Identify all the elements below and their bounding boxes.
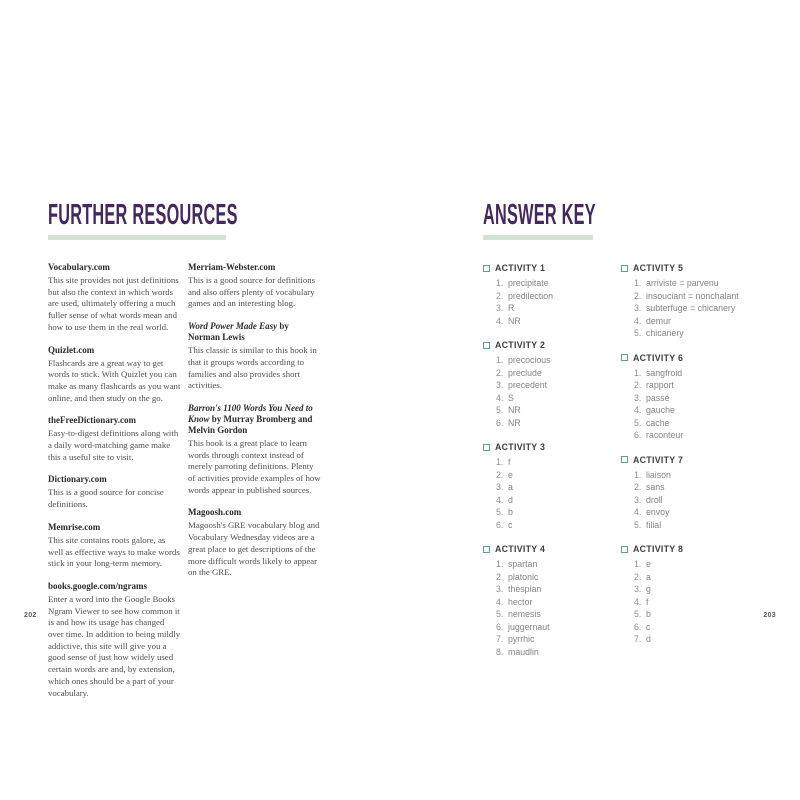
- activity-label: ACTIVITY 7: [633, 454, 684, 465]
- answer-item: [634, 290, 769, 303]
- answer-text: platonic: [508, 571, 539, 582]
- answer-number: 4.: [634, 405, 642, 415]
- answer-item: [634, 302, 769, 315]
- answer-text: rapport: [646, 380, 674, 390]
- resource-description: Magoosh's GRE vocabulary blog and Vocabulary Wednesday videos are a great place to get descriptions of the more difficult words likely to appear on the GRE.: [188, 520, 320, 578]
- answer-text: NR: [508, 405, 521, 415]
- answer-item: [634, 417, 769, 430]
- answer-text: nemesis: [508, 609, 541, 619]
- answer-number: 2.: [634, 380, 642, 390]
- resource-description: This is a good source for concise definitions.: [48, 487, 164, 510]
- answer-text: S: [508, 392, 514, 403]
- answer-list: [496, 558, 615, 658]
- resource-heading-italic: Word Power Made Easy: [188, 321, 278, 332]
- answer-text: raconteur: [646, 430, 684, 440]
- resource-entry: [48, 474, 181, 510]
- answer-number: 7.: [496, 634, 504, 644]
- answer-number: 4.: [634, 315, 642, 326]
- checkbox-square-icon: [483, 444, 490, 451]
- answer-item: [634, 633, 769, 646]
- answer-number: 1.: [634, 367, 642, 378]
- answer-list: [634, 469, 769, 532]
- answer-text: filial: [646, 519, 662, 530]
- answer-number: 5.: [496, 609, 504, 619]
- answer-list: [496, 354, 615, 429]
- resource-description: This site provides not just definitions but also the context in which words are used, ultimately offering a much fuller sense of what words mean and how to use them in the real world.: [48, 275, 179, 332]
- answer-text: a: [646, 571, 651, 582]
- page-number-right: 203: [763, 612, 776, 619]
- activity-header: [483, 442, 615, 452]
- answer-number: 1.: [496, 559, 504, 569]
- answer-number: 5.: [634, 328, 642, 338]
- answer-number: 1.: [496, 355, 504, 365]
- answer-text: precedent: [508, 380, 548, 390]
- resource-entry: [188, 262, 322, 310]
- answer-item: [634, 481, 769, 494]
- answer-item: [634, 429, 769, 442]
- answer-number: 6.: [496, 417, 504, 428]
- activity-block: [621, 353, 769, 442]
- answer-number: 1.: [496, 278, 504, 288]
- answer-item: [634, 277, 769, 290]
- answer-text: b: [508, 507, 513, 517]
- answer-item: [634, 404, 769, 417]
- answer-number: 4.: [634, 507, 642, 517]
- answer-text: NR: [508, 417, 521, 428]
- answer-text: juggernaut: [508, 621, 550, 632]
- answer-item: [634, 596, 769, 609]
- answer-number: 1.: [634, 469, 642, 480]
- resource-heading-text: books.google.com/ngrams: [48, 580, 147, 591]
- activity-header: [621, 353, 769, 363]
- activity-block: [621, 263, 769, 340]
- answer-text: preclude: [508, 367, 542, 378]
- answer-item: [634, 519, 769, 532]
- answer-text: f: [646, 596, 649, 607]
- answer-item: [496, 315, 615, 328]
- resource-heading: [48, 415, 181, 426]
- answer-text: d: [646, 634, 651, 644]
- answer-item: [496, 646, 615, 659]
- resource-heading: [188, 321, 322, 343]
- answer-number: 6.: [634, 621, 642, 632]
- answer-text: c: [508, 519, 513, 530]
- answer-text: a: [508, 482, 513, 492]
- answer-number: 6.: [634, 430, 642, 440]
- answer-number: 1.: [634, 559, 642, 569]
- activity-label: ACTIVITY 6: [633, 352, 684, 363]
- activity-header: [483, 263, 615, 273]
- answer-list: [634, 277, 769, 340]
- activity-label: ACTIVITY 1: [495, 263, 546, 273]
- page-title-text: ANSWER KEY: [483, 199, 596, 231]
- answer-item: [496, 558, 615, 571]
- answer-number: 5.: [496, 507, 504, 517]
- page-title-answer-key: [483, 201, 685, 229]
- answer-text: c: [646, 621, 651, 632]
- answer-text: envoy: [646, 507, 670, 517]
- answer-number: 2.: [634, 482, 642, 492]
- resource-heading: [48, 581, 181, 592]
- answer-text: d: [508, 494, 513, 505]
- activity-label: ACTIVITY 8: [633, 544, 684, 554]
- activity-label: ACTIVITY 3: [495, 442, 546, 452]
- answer-text: subterfuge = chicanery: [646, 303, 736, 313]
- answer-item: [634, 558, 769, 571]
- answer-item: [634, 327, 769, 340]
- resource-description: Easy-to-digest definitions along with a daily word-matching game make this a useful site to visit.: [48, 428, 179, 462]
- resources-column-2: [188, 262, 322, 579]
- activity-block: [621, 455, 769, 532]
- resource-heading: [48, 474, 181, 485]
- resource-entry: [188, 403, 322, 497]
- checkbox-square-icon: [483, 546, 490, 553]
- answer-item: [496, 456, 615, 469]
- answer-list: [496, 456, 615, 531]
- answer-item: [496, 354, 615, 367]
- answer-number: 6.: [496, 519, 504, 530]
- answer-text: NR: [508, 315, 521, 326]
- answer-number: 3.: [634, 494, 642, 505]
- resource-description: Flashcards are a great way to get words to stick. With Quizlet you can make as many flashcards as you want online, and then study on the go.: [48, 357, 181, 403]
- answer-text: cache: [646, 417, 670, 428]
- answer-text: arriviste = parvenu: [646, 278, 719, 288]
- page-title-text: FURTHER RESOURCES: [48, 199, 238, 231]
- answer-item: [634, 367, 769, 380]
- resource-heading: [188, 403, 322, 436]
- resource-description: Enter a word into the Google Books Ngram Viewer to see how common it is and how its usage has changed over time. In addition to being mildly addictive, this site will give you a good sense of just how widely used certain words are and, by extension, which ones should be a part of your vocabulary.: [48, 593, 181, 698]
- answer-item: [496, 571, 615, 584]
- checkbox-square-icon: [483, 265, 490, 272]
- page-title-further-resources: [48, 201, 387, 229]
- answer-number: 3.: [634, 392, 642, 403]
- answers-column-1: [483, 263, 615, 658]
- checkbox-square-icon: [621, 265, 628, 272]
- answer-list: [496, 277, 615, 327]
- activity-block: [483, 442, 615, 531]
- activity-label: ACTIVITY 4: [495, 544, 546, 554]
- title-underline: [48, 235, 226, 240]
- answer-number: 1.: [634, 278, 642, 288]
- activity-label: ACTIVITY 2: [495, 340, 546, 350]
- answer-text: liaison: [646, 469, 671, 480]
- answer-text: hector: [508, 596, 533, 607]
- resource-entry: [188, 507, 322, 579]
- activity-header: [621, 455, 769, 465]
- answer-list: [634, 558, 769, 646]
- resource-heading-text: Magoosh.com: [188, 507, 242, 518]
- answer-text: droll: [646, 494, 663, 505]
- answer-text: e: [508, 469, 513, 480]
- answer-number: 6.: [496, 621, 504, 632]
- answer-number: 3.: [496, 380, 504, 390]
- resource-heading: [188, 262, 322, 273]
- answer-number: 4.: [634, 596, 642, 607]
- answer-text: chicanery: [646, 328, 684, 338]
- answer-number: 2.: [496, 571, 504, 582]
- resource-entry: [188, 321, 322, 392]
- resource-entry: [48, 415, 181, 463]
- answers-column-2: [621, 263, 769, 646]
- resource-description: This book is a great place to learn words through context instead of merely parroting definitions. Plenty of activities provide examples of how words appear in published sources.: [188, 437, 321, 495]
- answer-text: sangfroid: [646, 367, 683, 378]
- answer-number: 4.: [496, 392, 504, 403]
- activity-label: ACTIVITY 5: [633, 263, 684, 273]
- activity-header: [621, 544, 769, 554]
- answer-number: 3.: [496, 584, 504, 594]
- activity-block: [483, 544, 615, 658]
- answer-text: sans: [646, 482, 665, 492]
- resource-heading: [188, 507, 322, 518]
- answer-text: pyrrhic: [508, 634, 535, 644]
- answer-item: [634, 571, 769, 584]
- answer-number: 2.: [634, 290, 642, 301]
- resource-entry: [48, 581, 181, 699]
- answer-item: [496, 633, 615, 646]
- answer-number: 2.: [634, 571, 642, 582]
- answer-item: [634, 583, 769, 596]
- answer-item: [634, 315, 769, 328]
- resource-description: This is a good source for definitions and also offers plenty of vocabulary games and an interesting blog.: [188, 275, 316, 309]
- answer-text: precocious: [508, 355, 551, 365]
- answer-item: [496, 392, 615, 405]
- answer-item: [634, 469, 769, 482]
- answer-text: predilection: [508, 290, 553, 301]
- answer-number: 5.: [634, 417, 642, 428]
- resource-entry: [48, 345, 181, 405]
- resource-heading-text: Memrise.com: [48, 521, 101, 532]
- answer-text: f: [508, 457, 511, 467]
- answer-text: maudlin: [508, 646, 539, 657]
- resource-heading: [48, 262, 181, 273]
- answer-number: 3.: [634, 303, 642, 313]
- answer-number: 2.: [496, 290, 504, 301]
- resource-heading: [48, 345, 181, 356]
- answer-item: [496, 608, 615, 621]
- answer-number: 2.: [496, 367, 504, 378]
- resource-entry: [48, 262, 181, 334]
- resource-description: This classic is similar to this book in that it groups words according to families and also provides short activities.: [188, 345, 317, 391]
- activity-header: [483, 340, 615, 350]
- activity-header: [621, 263, 769, 273]
- resource-heading-text: by Norman Lewis: [188, 321, 289, 343]
- resource-heading-text: Vocabulary.com: [48, 262, 110, 272]
- resource-heading-text: Merriam-Webster.com: [188, 262, 276, 272]
- answer-list: [634, 367, 769, 442]
- answer-item: [496, 494, 615, 507]
- checkbox-square-icon: [483, 342, 490, 349]
- resource-heading-text: theFreeDictionary.com: [48, 415, 137, 426]
- checkbox-square-icon: [621, 456, 628, 463]
- answer-item: [496, 519, 615, 532]
- resources-column-1: [48, 262, 181, 699]
- answer-number: 8.: [496, 646, 504, 657]
- resource-heading-italic: Barron's 1100 Words You Need to Know: [188, 402, 313, 424]
- answer-number: 2.: [496, 469, 504, 480]
- answer-text: insouciant = nonchalant: [646, 290, 739, 301]
- answer-text: precipitate: [508, 278, 549, 288]
- answer-item: [496, 277, 615, 290]
- answer-item: [496, 583, 615, 596]
- answer-number: 5.: [496, 405, 504, 415]
- answer-number: 5.: [634, 609, 642, 619]
- activity-block: [483, 340, 615, 429]
- answer-item: [634, 608, 769, 621]
- activity-block: [621, 544, 769, 646]
- answer-item: [634, 621, 769, 634]
- answer-number: 4.: [496, 494, 504, 505]
- answer-text: R: [508, 303, 515, 313]
- resource-heading: [48, 522, 181, 533]
- answer-item: [496, 367, 615, 380]
- title-underline: [483, 235, 593, 240]
- answer-item: [496, 469, 615, 482]
- answer-text: thespian: [508, 584, 542, 594]
- answer-item: [496, 506, 615, 519]
- answer-number: 1.: [496, 457, 504, 467]
- answer-text: e: [646, 559, 651, 569]
- checkbox-square-icon: [621, 354, 628, 361]
- answer-item: [496, 621, 615, 634]
- answer-number: 4.: [496, 315, 504, 326]
- answer-item: [496, 379, 615, 392]
- answer-item: [496, 481, 615, 494]
- answer-text: passé: [646, 392, 670, 403]
- answer-item: [496, 290, 615, 303]
- resource-description: This site contains roots galore, as well as effective ways to make words stick in your long-term memory.: [48, 534, 180, 569]
- answer-text: spartan: [508, 559, 538, 569]
- answer-item: [634, 506, 769, 519]
- page-number-left: 202: [24, 612, 37, 619]
- resource-heading-text: by Murray Bromberg and Melvin Gordon: [188, 413, 313, 435]
- answer-item: [496, 596, 615, 609]
- answer-number: 4.: [496, 596, 504, 607]
- answer-item: [634, 494, 769, 507]
- activity-header: [483, 544, 615, 554]
- answer-number: 5.: [634, 519, 642, 530]
- answer-number: 7.: [634, 634, 642, 644]
- resource-heading-text: Quizlet.com: [48, 344, 95, 355]
- answer-text: g: [646, 584, 651, 594]
- answer-text: b: [646, 609, 651, 619]
- activity-block: [483, 263, 615, 327]
- answer-text: gauche: [646, 405, 675, 415]
- answer-number: 3.: [634, 584, 642, 594]
- answer-number: 3.: [496, 303, 504, 313]
- answer-item: [496, 404, 615, 417]
- answer-item: [634, 379, 769, 392]
- answer-number: 3.: [496, 482, 504, 492]
- checkbox-square-icon: [621, 546, 628, 553]
- resource-heading-text: Dictionary.com: [48, 474, 107, 485]
- answer-item: [496, 417, 615, 430]
- answer-text: demur: [646, 315, 671, 326]
- resource-entry: [48, 522, 181, 570]
- answer-item: [496, 302, 615, 315]
- answer-item: [634, 392, 769, 405]
